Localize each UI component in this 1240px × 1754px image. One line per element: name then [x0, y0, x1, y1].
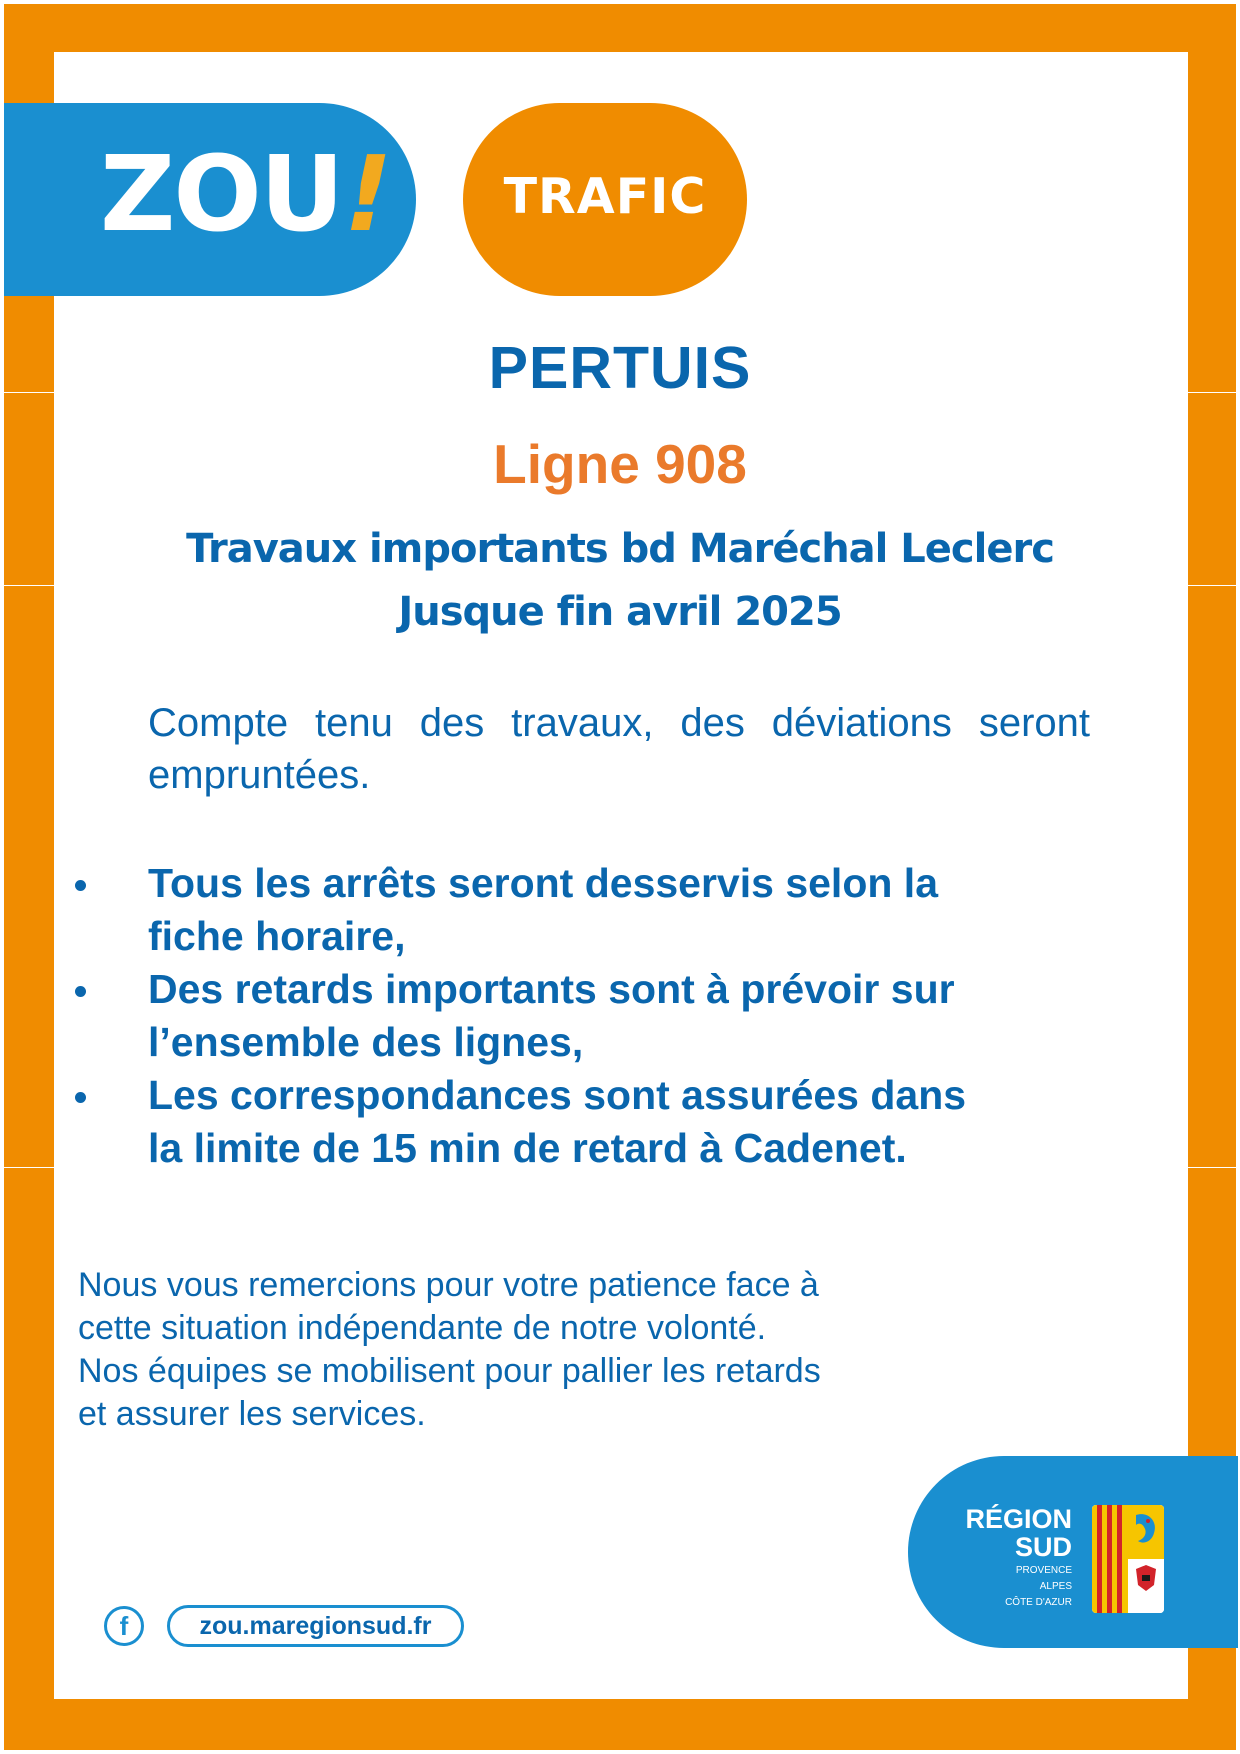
zou-logo-text: ZOU!: [100, 133, 403, 255]
region-subtitle: CÔTE D'AZUR: [1005, 1597, 1072, 1608]
works-subtitle: Travaux importants bd Maréchal Leclerc: [186, 526, 1054, 572]
line-title: Ligne 908: [493, 433, 747, 495]
thanks-line: et assurer les services.: [78, 1395, 426, 1433]
thanks-paragraph: [78, 1264, 938, 1436]
bullet-text: l’ensemble des lignes,: [148, 1019, 584, 1065]
coat-of-arms-shape: [1092, 1505, 1164, 1613]
bullet-text: Des retards importants sont à prévoir sur: [148, 966, 955, 1012]
bullet-text: fiche horaire,: [148, 913, 406, 959]
thanks-line: cette situation indépendante de notre volonté.: [78, 1309, 767, 1347]
region-subtitle: PROVENCE: [1015, 1565, 1072, 1576]
bullet-dot-icon: [75, 880, 86, 891]
website-link[interactable]: zou.maregionsud.fr: [167, 1605, 464, 1647]
zou-exclamation-icon: !: [331, 133, 403, 255]
bullet-text: Tous les arrêts seront desservis selon la: [148, 860, 938, 906]
facebook-icon[interactable]: f: [104, 1606, 144, 1646]
bullet-dot-icon: [75, 1092, 86, 1103]
bullet-text: Les correspondances sont assurées dans: [148, 1072, 967, 1118]
trafic-label: TRAFIC: [503, 168, 707, 225]
region-name: RÉGION: [965, 1504, 1072, 1534]
bullet-text: la limite de 15 min de retard à Cadenet.: [148, 1125, 907, 1171]
frame-tick: [4, 585, 54, 586]
region-coat-of-arms-icon: [1092, 1505, 1164, 1613]
frame-tick: [1188, 585, 1236, 586]
region-subtitle: ALPES: [1039, 1581, 1072, 1592]
info-bullet-list: [148, 857, 1088, 1175]
zou-logo: [100, 133, 403, 255]
city-title: PERTUIS: [488, 335, 752, 401]
thanks-line: Nos équipes se mobilisent pour pallier les retards: [78, 1352, 821, 1390]
region-name-sud: SUD: [1014, 1532, 1072, 1562]
region-sud-logo-text: [950, 1505, 1072, 1609]
frame-tick: [4, 1167, 54, 1168]
bullet-dot-icon: [75, 986, 86, 997]
works-duration: Jusque fin avril 2025: [398, 589, 842, 635]
frame-tick: [1188, 1167, 1236, 1168]
bullet-item: [148, 963, 1088, 1069]
bullet-item: [148, 1069, 1088, 1175]
bullet-item: [148, 857, 1088, 963]
intro-paragraph: Compte tenu des travaux, des déviations seront empruntées.: [148, 701, 1090, 797]
thanks-line: Nous vous remercions pour votre patience face à: [78, 1266, 819, 1304]
